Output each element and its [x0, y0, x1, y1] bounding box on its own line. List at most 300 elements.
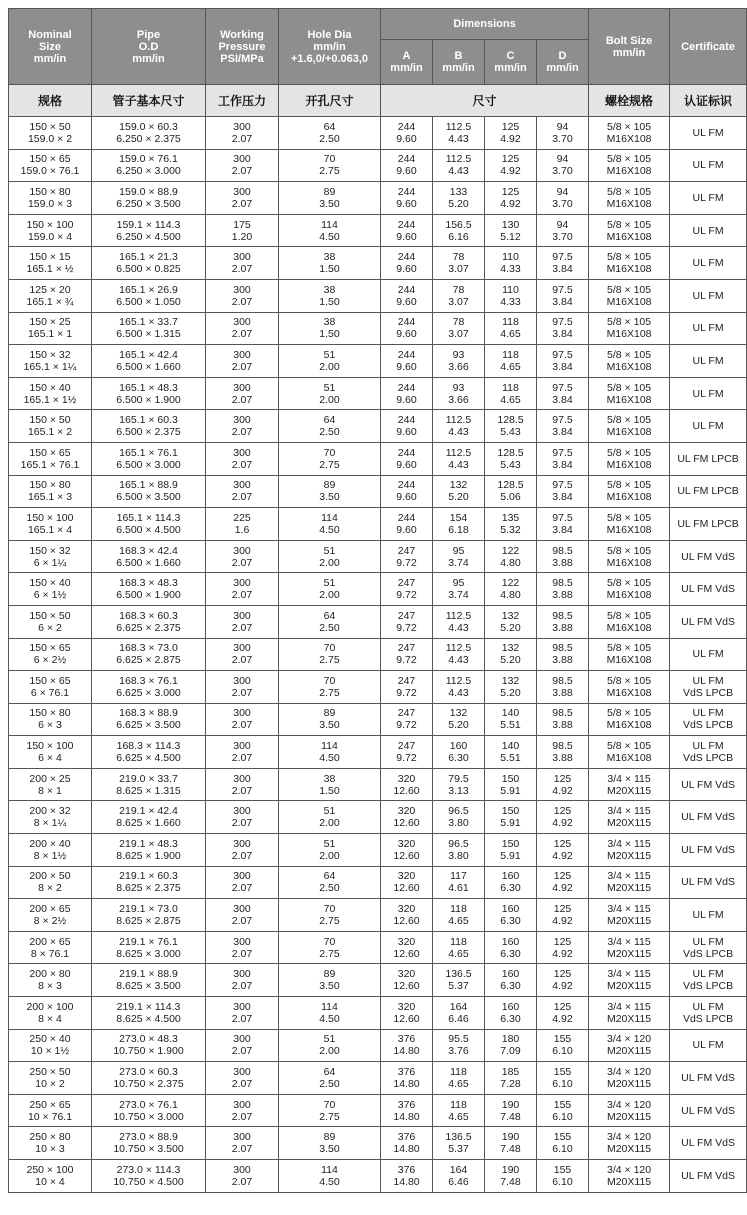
cell-dim-c: 185 7.28 [485, 1062, 537, 1095]
cell-pipe-od: 219.1 × 88.9 8.625 × 3.500 [92, 964, 206, 997]
cell-certificate: UL FM VdS LPCB [670, 931, 747, 964]
cell-nominal-size: 150 × 50 159.0 × 2 [9, 117, 92, 150]
cell-hole-dia: 114 4.50 [279, 1160, 381, 1193]
cell-hole-dia: 89 3.50 [279, 182, 381, 215]
table-row [9, 834, 747, 867]
cell-dim-b: 95.5 3.76 [433, 1029, 485, 1062]
table-row [9, 899, 747, 932]
cell-working-pressure: 300 2.07 [206, 997, 279, 1030]
cell-dim-b: 112.5 4.43 [433, 638, 485, 671]
cell-nominal-size: 250 × 100 10 × 4 [9, 1160, 92, 1193]
cell-dim-b: 136.5 5.37 [433, 964, 485, 997]
cell-hole-dia: 114 4.50 [279, 736, 381, 769]
cell-dim-c: 130 5.12 [485, 214, 537, 247]
header-nominal-size: Nominal Size mm/in [9, 9, 92, 85]
cell-nominal-size: 150 × 50 165.1 × 2 [9, 410, 92, 443]
cell-dim-b: 118 4.65 [433, 931, 485, 964]
cell-pipe-od: 165.1 × 88.9 6.500 × 3.500 [92, 475, 206, 508]
cell-dim-a: 376 14.80 [381, 1062, 433, 1095]
cell-dim-b: 78 3.07 [433, 312, 485, 345]
cell-dim-a: 376 14.80 [381, 1160, 433, 1193]
cell-dim-b: 133 5.20 [433, 182, 485, 215]
cell-dim-d: 125 4.92 [537, 768, 589, 801]
table-row [9, 671, 747, 704]
cell-certificate: UL FM [670, 279, 747, 312]
cell-dim-b: 118 4.65 [433, 1062, 485, 1095]
cell-dim-b: 136.5 5.37 [433, 1127, 485, 1160]
cell-working-pressure: 300 2.07 [206, 410, 279, 443]
cell-dim-a: 320 12.60 [381, 768, 433, 801]
cell-pipe-od: 219.1 × 76.1 8.625 × 3.000 [92, 931, 206, 964]
spec-table [8, 8, 747, 1193]
cell-dim-b: 96.5 3.80 [433, 801, 485, 834]
cell-nominal-size: 150 × 65 159.0 × 76.1 [9, 149, 92, 182]
cell-pipe-od: 273.0 × 60.3 10.750 × 2.375 [92, 1062, 206, 1095]
cell-hole-dia: 51 2.00 [279, 377, 381, 410]
cell-pipe-od: 165.1 × 48.3 6.500 × 1.900 [92, 377, 206, 410]
cell-dim-c: 135 5.32 [485, 508, 537, 541]
cell-bolt-size: 5/8 × 105 M16X108 [589, 377, 670, 410]
cell-nominal-size: 150 × 32 165.1 × 1¼ [9, 345, 92, 378]
table-row [9, 475, 747, 508]
cell-dim-a: 320 12.60 [381, 834, 433, 867]
cell-dim-c: 132 5.20 [485, 605, 537, 638]
cell-hole-dia: 89 3.50 [279, 964, 381, 997]
cell-dim-b: 112.5 4.43 [433, 149, 485, 182]
cell-hole-dia: 64 2.50 [279, 410, 381, 443]
cell-pipe-od: 168.3 × 76.1 6.625 × 3.000 [92, 671, 206, 704]
header-row-1 [9, 9, 747, 40]
table-row [9, 117, 747, 150]
cell-dim-b: 96.5 3.80 [433, 834, 485, 867]
cell-working-pressure: 300 2.07 [206, 1160, 279, 1193]
cell-hole-dia: 70 2.75 [279, 442, 381, 475]
cell-hole-dia: 38 1.50 [279, 768, 381, 801]
cell-dim-a: 320 12.60 [381, 866, 433, 899]
cell-dim-c: 118 4.65 [485, 377, 537, 410]
table-body [9, 117, 747, 1193]
table-row [9, 736, 747, 769]
cell-bolt-size: 3/4 × 115 M20X115 [589, 931, 670, 964]
cell-pipe-od: 165.1 × 114.3 6.500 × 4.500 [92, 508, 206, 541]
cell-dim-b: 93 3.66 [433, 345, 485, 378]
cell-hole-dia: 51 2.00 [279, 540, 381, 573]
cn-header-cert: 认证标识 [670, 85, 747, 117]
cell-dim-c: 128.5 5.43 [485, 410, 537, 443]
cell-dim-b: 112.5 4.43 [433, 117, 485, 150]
cell-dim-b: 154 6.18 [433, 508, 485, 541]
cell-dim-c: 110 4.33 [485, 279, 537, 312]
cell-dim-c: 125 4.92 [485, 149, 537, 182]
cell-bolt-size: 5/8 × 105 M16X108 [589, 540, 670, 573]
table-row [9, 801, 747, 834]
cell-dim-a: 244 9.60 [381, 377, 433, 410]
cell-nominal-size: 200 × 40 8 × 1½ [9, 834, 92, 867]
header-dim-b: B mm/in [433, 40, 485, 85]
table-row [9, 214, 747, 247]
cell-hole-dia: 64 2.50 [279, 1062, 381, 1095]
table-row [9, 279, 747, 312]
cell-bolt-size: 3/4 × 115 M20X115 [589, 899, 670, 932]
cell-pipe-od: 219.1 × 114.3 8.625 × 4.500 [92, 997, 206, 1030]
cell-dim-b: 95 3.74 [433, 540, 485, 573]
cell-working-pressure: 300 2.07 [206, 638, 279, 671]
cell-dim-a: 247 9.72 [381, 638, 433, 671]
cell-certificate: UL FM [670, 1029, 747, 1062]
cell-bolt-size: 3/4 × 115 M20X115 [589, 834, 670, 867]
cell-pipe-od: 219.1 × 60.3 8.625 × 2.375 [92, 866, 206, 899]
cell-working-pressure: 300 2.07 [206, 279, 279, 312]
cell-bolt-size: 5/8 × 105 M16X108 [589, 736, 670, 769]
cell-dim-c: 110 4.33 [485, 247, 537, 280]
cell-dim-a: 320 12.60 [381, 899, 433, 932]
cell-hole-dia: 114 4.50 [279, 997, 381, 1030]
cell-bolt-size: 3/4 × 115 M20X115 [589, 801, 670, 834]
cell-nominal-size: 150 × 25 165.1 × 1 [9, 312, 92, 345]
cell-dim-d: 98.5 3.88 [537, 703, 589, 736]
cell-working-pressure: 300 2.07 [206, 964, 279, 997]
cell-working-pressure: 300 2.07 [206, 736, 279, 769]
cell-dim-d: 94 3.70 [537, 117, 589, 150]
cell-working-pressure: 300 2.07 [206, 475, 279, 508]
cell-working-pressure: 300 2.07 [206, 312, 279, 345]
cell-dim-d: 97.5 3.84 [537, 442, 589, 475]
header-dim-c: C mm/in [485, 40, 537, 85]
cell-dim-a: 320 12.60 [381, 997, 433, 1030]
cell-dim-a: 376 14.80 [381, 1094, 433, 1127]
cell-dim-a: 247 9.72 [381, 736, 433, 769]
table-row [9, 964, 747, 997]
cell-working-pressure: 300 2.07 [206, 377, 279, 410]
cell-certificate: UL FM VdS [670, 1062, 747, 1095]
cell-certificate: UL FM VdS [670, 801, 747, 834]
cell-pipe-od: 168.3 × 88.9 6.625 × 3.500 [92, 703, 206, 736]
cell-dim-b: 112.5 4.43 [433, 605, 485, 638]
table-row [9, 442, 747, 475]
cell-dim-a: 244 9.60 [381, 182, 433, 215]
cell-bolt-size: 5/8 × 105 M16X108 [589, 638, 670, 671]
table-row [9, 1127, 747, 1160]
cell-nominal-size: 150 × 100 165.1 × 4 [9, 508, 92, 541]
cell-working-pressure: 300 2.07 [206, 117, 279, 150]
cell-working-pressure: 300 2.07 [206, 931, 279, 964]
cell-dim-d: 155 6.10 [537, 1062, 589, 1095]
cell-certificate: UL FM VdS LPCB [670, 671, 747, 704]
header-bolt-size: Bolt Size mm/in [589, 9, 670, 85]
cell-hole-dia: 70 2.75 [279, 638, 381, 671]
cell-dim-b: 95 3.74 [433, 573, 485, 606]
cell-working-pressure: 300 2.07 [206, 573, 279, 606]
table-row [9, 1094, 747, 1127]
cell-working-pressure: 300 2.07 [206, 834, 279, 867]
table-row [9, 312, 747, 345]
cell-working-pressure: 300 2.07 [206, 768, 279, 801]
cell-bolt-size: 3/4 × 115 M20X115 [589, 997, 670, 1030]
table-row [9, 377, 747, 410]
chinese-header-row [9, 85, 747, 117]
cell-hole-dia: 51 2.00 [279, 834, 381, 867]
cell-dim-a: 244 9.60 [381, 117, 433, 150]
table-row [9, 182, 747, 215]
cell-dim-d: 98.5 3.88 [537, 605, 589, 638]
cell-working-pressure: 300 2.07 [206, 1029, 279, 1062]
cell-working-pressure: 225 1.6 [206, 508, 279, 541]
cell-dim-a: 244 9.60 [381, 312, 433, 345]
cell-dim-d: 125 4.92 [537, 866, 589, 899]
cell-dim-c: 160 6.30 [485, 931, 537, 964]
cell-nominal-size: 250 × 80 10 × 3 [9, 1127, 92, 1160]
cell-nominal-size: 200 × 65 8 × 2½ [9, 899, 92, 932]
cell-dim-d: 125 4.92 [537, 997, 589, 1030]
cell-hole-dia: 64 2.50 [279, 605, 381, 638]
table-row [9, 410, 747, 443]
cell-bolt-size: 5/8 × 105 M16X108 [589, 312, 670, 345]
cell-pipe-od: 159.0 × 60.3 6.250 × 2.375 [92, 117, 206, 150]
cell-dim-c: 132 5.20 [485, 671, 537, 704]
cell-pipe-od: 273.0 × 114.3 10.750 × 4.500 [92, 1160, 206, 1193]
cell-working-pressure: 300 2.07 [206, 703, 279, 736]
cell-working-pressure: 300 2.07 [206, 1062, 279, 1095]
cell-certificate: UL FM [670, 345, 747, 378]
cell-bolt-size: 3/4 × 120 M20X115 [589, 1062, 670, 1095]
cell-nominal-size: 150 × 50 6 × 2 [9, 605, 92, 638]
cell-bolt-size: 5/8 × 105 M16X108 [589, 475, 670, 508]
cell-nominal-size: 150 × 40 165.1 × 1½ [9, 377, 92, 410]
cell-dim-d: 97.5 3.84 [537, 377, 589, 410]
table-row [9, 866, 747, 899]
cell-nominal-size: 150 × 40 6 × 1½ [9, 573, 92, 606]
cell-dim-d: 155 6.10 [537, 1160, 589, 1193]
cell-bolt-size: 5/8 × 105 M16X108 [589, 703, 670, 736]
cn-header-pressure: 工作压力 [206, 85, 279, 117]
table-row [9, 1029, 747, 1062]
cell-working-pressure: 300 2.07 [206, 345, 279, 378]
cell-bolt-size: 5/8 × 105 M16X108 [589, 214, 670, 247]
cell-certificate: UL FM VdS [670, 1094, 747, 1127]
cell-hole-dia: 70 2.75 [279, 931, 381, 964]
table-row [9, 768, 747, 801]
cell-pipe-od: 165.1 × 26.9 6.500 × 1.050 [92, 279, 206, 312]
table-row [9, 931, 747, 964]
cell-dim-c: 132 5.20 [485, 638, 537, 671]
cell-nominal-size: 200 × 65 8 × 76.1 [9, 931, 92, 964]
cell-dim-b: 112.5 4.43 [433, 671, 485, 704]
cell-nominal-size: 150 × 15 165.1 × ½ [9, 247, 92, 280]
cell-bolt-size: 5/8 × 105 M16X108 [589, 671, 670, 704]
cell-pipe-od: 165.1 × 21.3 6.500 × 0.825 [92, 247, 206, 280]
cell-dim-d: 125 4.92 [537, 834, 589, 867]
cell-pipe-od: 273.0 × 88.9 10.750 × 3.500 [92, 1127, 206, 1160]
cell-pipe-od: 165.1 × 42.4 6.500 × 1.660 [92, 345, 206, 378]
cell-pipe-od: 159.1 × 114.3 6.250 × 4.500 [92, 214, 206, 247]
cell-bolt-size: 5/8 × 105 M16X108 [589, 605, 670, 638]
cell-dim-a: 320 12.60 [381, 964, 433, 997]
cell-dim-a: 247 9.72 [381, 573, 433, 606]
cell-dim-a: 244 9.60 [381, 149, 433, 182]
cell-working-pressure: 300 2.07 [206, 1127, 279, 1160]
cell-bolt-size: 3/4 × 120 M20X115 [589, 1029, 670, 1062]
cell-pipe-od: 168.3 × 42.4 6.500 × 1.660 [92, 540, 206, 573]
cell-bolt-size: 3/4 × 115 M20X115 [589, 964, 670, 997]
cell-dim-c: 122 4.80 [485, 573, 537, 606]
cell-nominal-size: 150 × 65 6 × 76.1 [9, 671, 92, 704]
cell-pipe-od: 219.1 × 73.0 8.625 × 2.875 [92, 899, 206, 932]
header-dim-d: D mm/in [537, 40, 589, 85]
cell-dim-d: 155 6.10 [537, 1029, 589, 1062]
cell-dim-a: 247 9.72 [381, 540, 433, 573]
cell-pipe-od: 165.1 × 33.7 6.500 × 1.315 [92, 312, 206, 345]
cell-certificate: UL FM [670, 214, 747, 247]
cell-bolt-size: 5/8 × 105 M16X108 [589, 573, 670, 606]
cell-pipe-od: 219.1 × 48.3 8.625 × 1.900 [92, 834, 206, 867]
cn-header-hole: 开孔尺寸 [279, 85, 381, 117]
cell-dim-c: 190 7.48 [485, 1160, 537, 1193]
cell-dim-b: 118 4.65 [433, 1094, 485, 1127]
cell-working-pressure: 300 2.07 [206, 442, 279, 475]
table-row [9, 1062, 747, 1095]
table-row [9, 149, 747, 182]
cell-hole-dia: 89 3.50 [279, 1127, 381, 1160]
cell-dim-d: 155 6.10 [537, 1127, 589, 1160]
cell-hole-dia: 89 3.50 [279, 703, 381, 736]
cell-working-pressure: 175 1.20 [206, 214, 279, 247]
cell-pipe-od: 168.3 × 48.3 6.500 × 1.900 [92, 573, 206, 606]
cell-dim-b: 164 6.46 [433, 997, 485, 1030]
cell-dim-d: 94 3.70 [537, 214, 589, 247]
table-row [9, 345, 747, 378]
cell-nominal-size: 125 × 20 165.1 × ¾ [9, 279, 92, 312]
cell-dim-c: 190 7.48 [485, 1094, 537, 1127]
cell-certificate: UL FM LPCB [670, 442, 747, 475]
cell-nominal-size: 200 × 25 8 × 1 [9, 768, 92, 801]
cell-working-pressure: 300 2.07 [206, 1094, 279, 1127]
cell-certificate: UL FM VdS LPCB [670, 736, 747, 769]
cell-dim-a: 244 9.60 [381, 214, 433, 247]
cell-dim-a: 244 9.60 [381, 442, 433, 475]
cell-dim-c: 160 6.30 [485, 997, 537, 1030]
cell-dim-b: 112.5 4.43 [433, 410, 485, 443]
cell-dim-a: 320 12.60 [381, 931, 433, 964]
cell-dim-b: 132 5.20 [433, 475, 485, 508]
cell-hole-dia: 70 2.75 [279, 899, 381, 932]
cell-bolt-size: 5/8 × 105 M16X108 [589, 279, 670, 312]
cell-dim-d: 97.5 3.84 [537, 247, 589, 280]
header-pipe-od: Pipe O.D mm/in [92, 9, 206, 85]
cell-nominal-size: 150 × 100 159.0 × 4 [9, 214, 92, 247]
cell-dim-c: 140 5.51 [485, 736, 537, 769]
cell-certificate: UL FM LPCB [670, 508, 747, 541]
cell-certificate: UL FM VdS [670, 540, 747, 573]
cell-dim-d: 125 4.92 [537, 964, 589, 997]
cell-bolt-size: 5/8 × 105 M16X108 [589, 508, 670, 541]
cell-nominal-size: 150 × 80 165.1 × 3 [9, 475, 92, 508]
cell-dim-b: 93 3.66 [433, 377, 485, 410]
header-hole-dia: Hole Dia mm/in +1.6,0/+0.063,0 [279, 9, 381, 85]
cell-dim-b: 156.5 6.16 [433, 214, 485, 247]
cell-pipe-od: 159.0 × 88.9 6.250 × 3.500 [92, 182, 206, 215]
cell-pipe-od: 219.0 × 33.7 8.625 × 1.315 [92, 768, 206, 801]
table-row [9, 508, 747, 541]
cell-dim-c: 118 4.65 [485, 312, 537, 345]
cell-certificate: UL FM VdS LPCB [670, 703, 747, 736]
cell-bolt-size: 3/4 × 120 M20X115 [589, 1127, 670, 1160]
cell-dim-b: 117 4.61 [433, 866, 485, 899]
cell-certificate: UL FM [670, 899, 747, 932]
cell-nominal-size: 150 × 65 6 × 2½ [9, 638, 92, 671]
cell-hole-dia: 114 4.50 [279, 214, 381, 247]
cell-pipe-od: 273.0 × 48.3 10.750 × 1.900 [92, 1029, 206, 1062]
cell-dim-a: 244 9.60 [381, 475, 433, 508]
cell-bolt-size: 5/8 × 105 M16X108 [589, 117, 670, 150]
cell-hole-dia: 51 2.00 [279, 801, 381, 834]
cell-hole-dia: 64 2.50 [279, 866, 381, 899]
cell-nominal-size: 200 × 80 8 × 3 [9, 964, 92, 997]
cell-hole-dia: 38 1.50 [279, 312, 381, 345]
cell-dim-c: 125 4.92 [485, 117, 537, 150]
cell-working-pressure: 300 2.07 [206, 671, 279, 704]
cell-certificate: UL FM LPCB [670, 475, 747, 508]
cell-dim-c: 140 5.51 [485, 703, 537, 736]
cell-hole-dia: 89 3.50 [279, 475, 381, 508]
cell-dim-c: 128.5 5.43 [485, 442, 537, 475]
cell-dim-d: 155 6.10 [537, 1094, 589, 1127]
cell-working-pressure: 300 2.07 [206, 540, 279, 573]
cell-dim-d: 97.5 3.84 [537, 312, 589, 345]
cell-dim-a: 244 9.60 [381, 345, 433, 378]
cell-hole-dia: 70 2.75 [279, 1094, 381, 1127]
cell-dim-d: 94 3.70 [537, 182, 589, 215]
table-row [9, 1160, 747, 1193]
cell-pipe-od: 219.1 × 42.4 8.625 × 1.660 [92, 801, 206, 834]
cell-bolt-size: 5/8 × 105 M16X108 [589, 247, 670, 280]
cell-hole-dia: 38 1.50 [279, 279, 381, 312]
cell-certificate: UL FM [670, 247, 747, 280]
cell-certificate: UL FM VdS [670, 605, 747, 638]
cell-dim-c: 122 4.80 [485, 540, 537, 573]
cell-pipe-od: 168.3 × 114.3 6.625 × 4.500 [92, 736, 206, 769]
cell-dim-d: 97.5 3.84 [537, 345, 589, 378]
cell-certificate: UL FM [670, 377, 747, 410]
cell-nominal-size: 200 × 50 8 × 2 [9, 866, 92, 899]
cell-dim-d: 98.5 3.88 [537, 638, 589, 671]
table-row [9, 605, 747, 638]
cell-bolt-size: 3/4 × 120 M20X115 [589, 1094, 670, 1127]
cn-header-dimensions: 尺寸 [381, 85, 589, 117]
cell-certificate: UL FM VdS [670, 1127, 747, 1160]
cell-pipe-od: 168.3 × 60.3 6.625 × 2.375 [92, 605, 206, 638]
cell-dim-d: 98.5 3.88 [537, 736, 589, 769]
cell-nominal-size: 150 × 32 6 × 1¼ [9, 540, 92, 573]
cell-dim-c: 160 6.30 [485, 866, 537, 899]
cell-dim-a: 247 9.72 [381, 671, 433, 704]
cell-dim-b: 118 4.65 [433, 899, 485, 932]
cell-dim-b: 132 5.20 [433, 703, 485, 736]
cell-dim-d: 97.5 3.84 [537, 410, 589, 443]
cell-certificate: UL FM [670, 117, 747, 150]
cell-hole-dia: 51 2.00 [279, 1029, 381, 1062]
cell-dim-d: 94 3.70 [537, 149, 589, 182]
cell-working-pressure: 300 2.07 [206, 605, 279, 638]
cell-dim-a: 244 9.60 [381, 410, 433, 443]
cell-dim-c: 150 5.91 [485, 768, 537, 801]
cell-working-pressure: 300 2.07 [206, 247, 279, 280]
cell-dim-b: 78 3.07 [433, 247, 485, 280]
cell-working-pressure: 300 2.07 [206, 801, 279, 834]
cell-dim-d: 98.5 3.88 [537, 671, 589, 704]
cell-dim-a: 247 9.72 [381, 605, 433, 638]
cell-dim-d: 98.5 3.88 [537, 540, 589, 573]
cell-certificate: UL FM [670, 182, 747, 215]
